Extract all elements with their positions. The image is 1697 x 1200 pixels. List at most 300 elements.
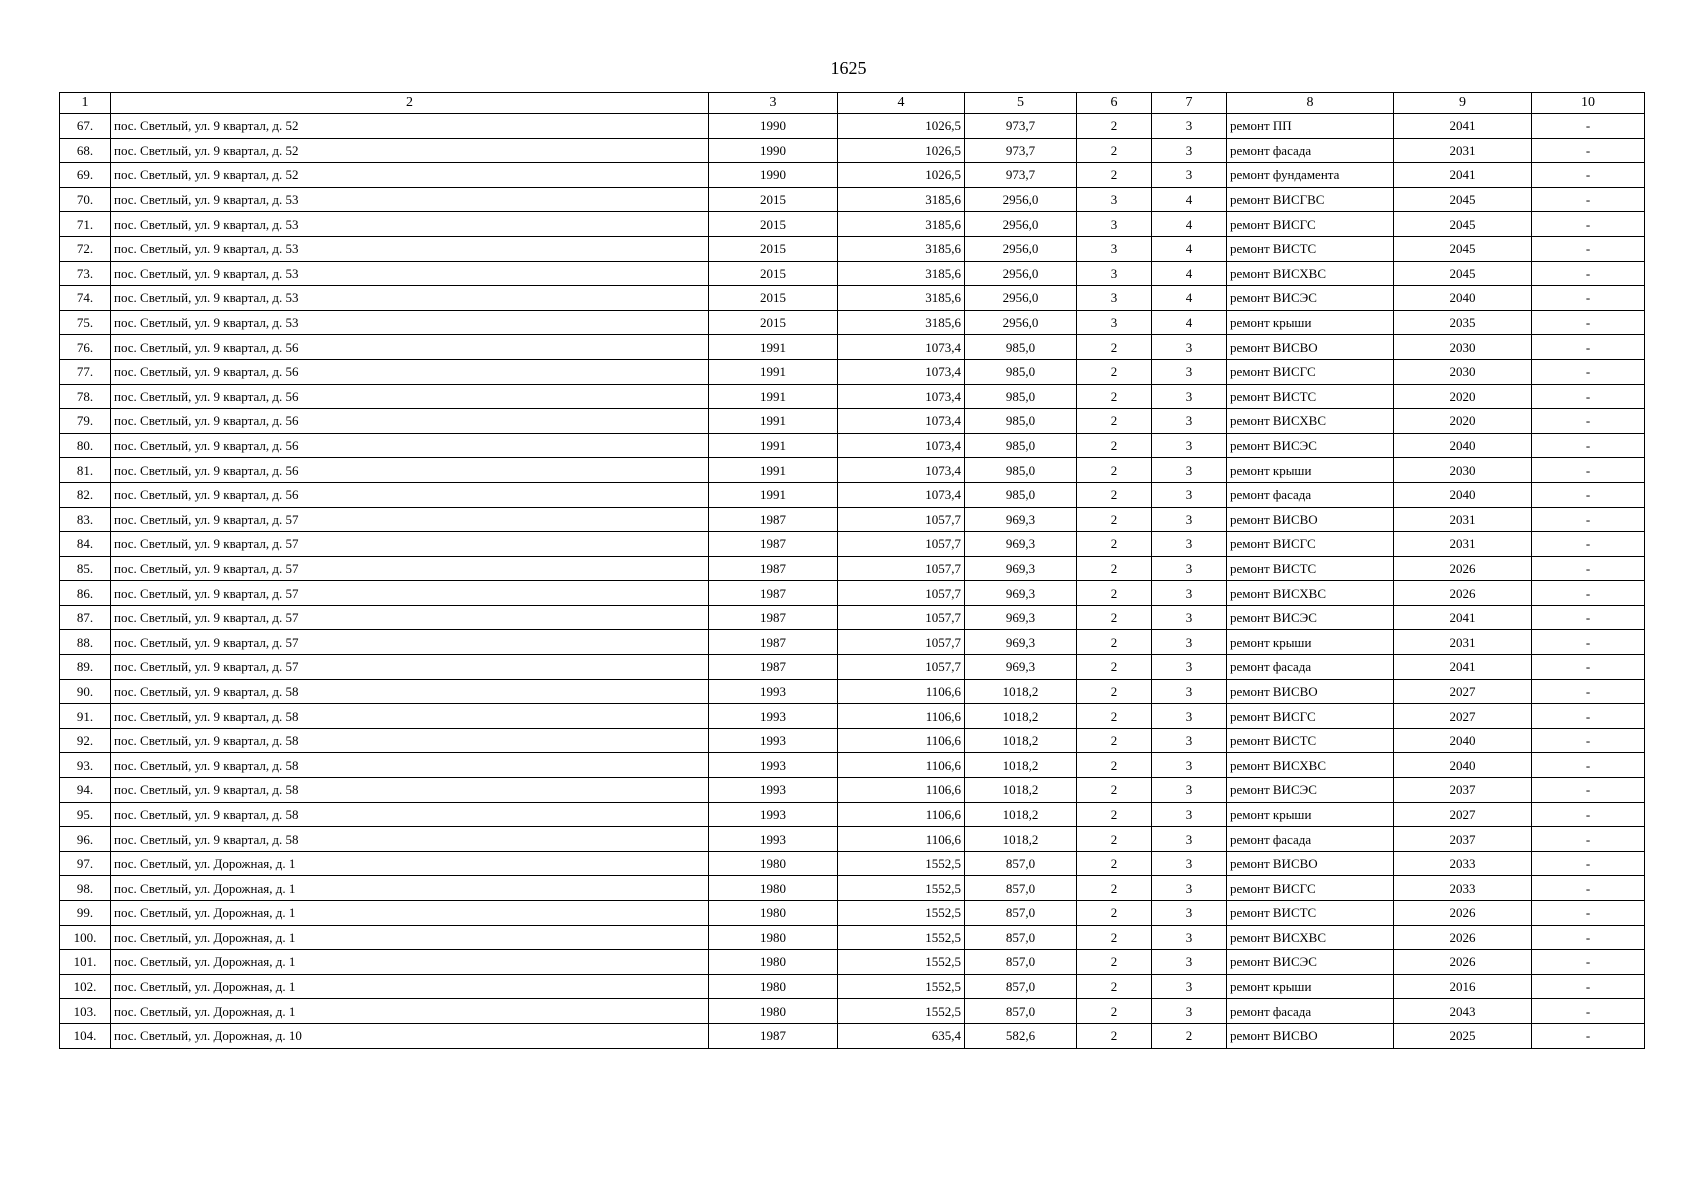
living-area-cell: 1018,2 (965, 728, 1077, 753)
note-cell: - (1532, 950, 1645, 975)
repair-type-cell: ремонт ВИСВО (1227, 851, 1394, 876)
row-number-cell: 71. (60, 212, 111, 237)
note-cell: - (1532, 482, 1645, 507)
planned-year-cell: 2043 (1394, 999, 1532, 1024)
address-cell: пос. Светлый, ул. Дорожная, д. 10 (111, 1023, 709, 1048)
row-number-cell: 92. (60, 728, 111, 753)
living-area-cell: 857,0 (965, 974, 1077, 999)
table-row (60, 236, 1645, 261)
build-year-cell: 1993 (709, 728, 838, 753)
repair-type-cell: ремонт ВИСЭС (1227, 950, 1394, 975)
repair-type-cell: ремонт ПП (1227, 114, 1394, 139)
entrances-cell: 2 (1077, 532, 1152, 557)
entrances-cell: 2 (1077, 507, 1152, 532)
table-row (60, 261, 1645, 286)
build-year-cell: 1987 (709, 507, 838, 532)
living-area-cell: 969,3 (965, 605, 1077, 630)
note-cell: - (1532, 704, 1645, 729)
total-area-cell: 3185,6 (838, 187, 965, 212)
entrances-cell: 2 (1077, 704, 1152, 729)
entrances-cell: 3 (1077, 187, 1152, 212)
table-row (60, 581, 1645, 606)
total-area-cell: 635,4 (838, 1023, 965, 1048)
repair-type-cell: ремонт ВИСГС (1227, 704, 1394, 729)
table-row (60, 212, 1645, 237)
entrances-cell: 2 (1077, 778, 1152, 803)
total-area-cell: 1073,4 (838, 335, 965, 360)
note-cell: - (1532, 581, 1645, 606)
living-area-cell: 1018,2 (965, 827, 1077, 852)
entrances-cell: 3 (1077, 236, 1152, 261)
living-area-cell: 985,0 (965, 482, 1077, 507)
row-number-cell: 70. (60, 187, 111, 212)
total-area-cell: 1057,7 (838, 556, 965, 581)
planned-year-cell: 2026 (1394, 581, 1532, 606)
repair-type-cell: ремонт крыши (1227, 310, 1394, 335)
repair-type-cell: ремонт ВИСХВС (1227, 753, 1394, 778)
column-number-9: 9 (1394, 93, 1532, 114)
address-cell: пос. Светлый, ул. Дорожная, д. 1 (111, 925, 709, 950)
total-area-cell: 1057,7 (838, 581, 965, 606)
entrances-cell: 2 (1077, 974, 1152, 999)
address-cell: пос. Светлый, ул. 9 квартал, д. 53 (111, 212, 709, 237)
repair-type-cell: ремонт ВИСТС (1227, 901, 1394, 926)
planned-year-cell: 2045 (1394, 212, 1532, 237)
column-number-6: 6 (1077, 93, 1152, 114)
note-cell: - (1532, 114, 1645, 139)
build-year-cell: 1990 (709, 114, 838, 139)
entrances-cell: 2 (1077, 581, 1152, 606)
living-area-cell: 1018,2 (965, 679, 1077, 704)
floors-cell: 4 (1152, 236, 1227, 261)
entrances-cell: 2 (1077, 163, 1152, 188)
floors-cell: 3 (1152, 876, 1227, 901)
planned-year-cell: 2031 (1394, 630, 1532, 655)
address-cell: пос. Светлый, ул. 9 квартал, д. 56 (111, 359, 709, 384)
row-number-cell: 82. (60, 482, 111, 507)
row-number-cell: 72. (60, 236, 111, 261)
repair-type-cell: ремонт ВИСТС (1227, 728, 1394, 753)
note-cell: - (1532, 778, 1645, 803)
living-area-cell: 973,7 (965, 163, 1077, 188)
address-cell: пос. Светлый, ул. 9 квартал, д. 57 (111, 655, 709, 680)
row-number-cell: 88. (60, 630, 111, 655)
planned-year-cell: 2027 (1394, 679, 1532, 704)
build-year-cell: 1987 (709, 556, 838, 581)
entrances-cell: 2 (1077, 1023, 1152, 1048)
living-area-cell: 857,0 (965, 950, 1077, 975)
total-area-cell: 1106,6 (838, 728, 965, 753)
entrances-cell: 2 (1077, 950, 1152, 975)
floors-cell: 3 (1152, 581, 1227, 606)
row-number-cell: 79. (60, 409, 111, 434)
planned-year-cell: 2026 (1394, 901, 1532, 926)
build-year-cell: 1993 (709, 704, 838, 729)
floors-cell: 4 (1152, 310, 1227, 335)
build-year-cell: 2015 (709, 187, 838, 212)
note-cell: - (1532, 999, 1645, 1024)
repair-type-cell: ремонт крыши (1227, 630, 1394, 655)
total-area-cell: 1106,6 (838, 778, 965, 803)
repair-type-cell: ремонт крыши (1227, 802, 1394, 827)
entrances-cell: 2 (1077, 802, 1152, 827)
address-cell: пос. Светлый, ул. 9 квартал, д. 56 (111, 409, 709, 434)
address-cell: пос. Светлый, ул. 9 квартал, д. 58 (111, 802, 709, 827)
repair-type-cell: ремонт ВИСЭС (1227, 778, 1394, 803)
entrances-cell: 2 (1077, 335, 1152, 360)
floors-cell: 3 (1152, 458, 1227, 483)
address-cell: пос. Светлый, ул. 9 квартал, д. 56 (111, 433, 709, 458)
note-cell: - (1532, 827, 1645, 852)
repair-type-cell: ремонт фасада (1227, 655, 1394, 680)
build-year-cell: 1991 (709, 458, 838, 483)
floors-cell: 3 (1152, 384, 1227, 409)
living-area-cell: 857,0 (965, 851, 1077, 876)
row-number-cell: 101. (60, 950, 111, 975)
entrances-cell: 2 (1077, 827, 1152, 852)
repair-type-cell: ремонт ВИСЭС (1227, 286, 1394, 311)
table-row (60, 753, 1645, 778)
address-cell: пос. Светлый, ул. 9 квартал, д. 58 (111, 679, 709, 704)
table-row (60, 802, 1645, 827)
row-number-cell: 91. (60, 704, 111, 729)
note-cell: - (1532, 163, 1645, 188)
address-cell: пос. Светлый, ул. 9 квартал, д. 57 (111, 556, 709, 581)
build-year-cell: 1993 (709, 802, 838, 827)
column-number-10: 10 (1532, 93, 1645, 114)
floors-cell: 3 (1152, 974, 1227, 999)
living-area-cell: 985,0 (965, 433, 1077, 458)
note-cell: - (1532, 974, 1645, 999)
entrances-cell: 2 (1077, 359, 1152, 384)
table-row (60, 999, 1645, 1024)
entrances-cell: 2 (1077, 482, 1152, 507)
repair-type-cell: ремонт ВИСЭС (1227, 605, 1394, 630)
note-cell: - (1532, 802, 1645, 827)
entrances-cell: 3 (1077, 310, 1152, 335)
table-row (60, 335, 1645, 360)
table-row (60, 851, 1645, 876)
table-row (60, 679, 1645, 704)
note-cell: - (1532, 359, 1645, 384)
living-area-cell: 985,0 (965, 409, 1077, 434)
build-year-cell: 1987 (709, 655, 838, 680)
living-area-cell: 985,0 (965, 458, 1077, 483)
repair-type-cell: ремонт ВИСГВС (1227, 187, 1394, 212)
planned-year-cell: 2045 (1394, 261, 1532, 286)
total-area-cell: 1057,7 (838, 532, 965, 557)
total-area-cell: 1106,6 (838, 802, 965, 827)
build-year-cell: 1980 (709, 974, 838, 999)
row-number-cell: 77. (60, 359, 111, 384)
address-cell: пос. Светлый, ул. 9 квартал, д. 53 (111, 286, 709, 311)
planned-year-cell: 2040 (1394, 482, 1532, 507)
table-row (60, 728, 1645, 753)
repair-type-cell: ремонт фасада (1227, 827, 1394, 852)
table-row (60, 605, 1645, 630)
build-year-cell: 2015 (709, 236, 838, 261)
floors-cell: 2 (1152, 1023, 1227, 1048)
build-year-cell: 1991 (709, 482, 838, 507)
total-area-cell: 1552,5 (838, 901, 965, 926)
row-number-cell: 81. (60, 458, 111, 483)
floors-cell: 3 (1152, 482, 1227, 507)
planned-year-cell: 2045 (1394, 236, 1532, 261)
repair-type-cell: ремонт фундамента (1227, 163, 1394, 188)
floors-cell: 4 (1152, 187, 1227, 212)
entrances-cell: 2 (1077, 605, 1152, 630)
note-cell: - (1532, 261, 1645, 286)
floors-cell: 4 (1152, 261, 1227, 286)
planned-year-cell: 2033 (1394, 851, 1532, 876)
planned-year-cell: 2031 (1394, 138, 1532, 163)
note-cell: - (1532, 728, 1645, 753)
total-area-cell: 1026,5 (838, 114, 965, 139)
build-year-cell: 1993 (709, 753, 838, 778)
planned-year-cell: 2033 (1394, 876, 1532, 901)
living-area-cell: 857,0 (965, 901, 1077, 926)
living-area-cell: 2956,0 (965, 286, 1077, 311)
address-cell: пос. Светлый, ул. 9 квартал, д. 53 (111, 310, 709, 335)
total-area-cell: 1026,5 (838, 163, 965, 188)
build-year-cell: 1980 (709, 851, 838, 876)
table-row (60, 359, 1645, 384)
row-number-cell: 83. (60, 507, 111, 532)
address-cell: пос. Светлый, ул. 9 квартал, д. 57 (111, 605, 709, 630)
floors-cell: 3 (1152, 556, 1227, 581)
table-row (60, 384, 1645, 409)
entrances-cell: 2 (1077, 384, 1152, 409)
living-area-cell: 857,0 (965, 876, 1077, 901)
planned-year-cell: 2026 (1394, 556, 1532, 581)
entrances-cell: 2 (1077, 851, 1152, 876)
total-area-cell: 1073,4 (838, 359, 965, 384)
build-year-cell: 1990 (709, 138, 838, 163)
row-number-cell: 103. (60, 999, 111, 1024)
entrances-cell: 2 (1077, 999, 1152, 1024)
floors-cell: 3 (1152, 335, 1227, 360)
row-number-cell: 84. (60, 532, 111, 557)
row-number-cell: 75. (60, 310, 111, 335)
build-year-cell: 1993 (709, 679, 838, 704)
build-year-cell: 2015 (709, 261, 838, 286)
note-cell: - (1532, 605, 1645, 630)
table-row (60, 433, 1645, 458)
build-year-cell: 1991 (709, 359, 838, 384)
planned-year-cell: 2020 (1394, 384, 1532, 409)
living-area-cell: 985,0 (965, 384, 1077, 409)
entrances-cell: 2 (1077, 630, 1152, 655)
build-year-cell: 1991 (709, 433, 838, 458)
build-year-cell: 1980 (709, 901, 838, 926)
floors-cell: 3 (1152, 704, 1227, 729)
living-area-cell: 969,3 (965, 507, 1077, 532)
floors-cell: 3 (1152, 999, 1227, 1024)
row-number-cell: 74. (60, 286, 111, 311)
total-area-cell: 1552,5 (838, 925, 965, 950)
note-cell: - (1532, 458, 1645, 483)
entrances-cell: 2 (1077, 458, 1152, 483)
address-cell: пос. Светлый, ул. Дорожная, д. 1 (111, 851, 709, 876)
repair-type-cell: ремонт ВИСВО (1227, 335, 1394, 360)
total-area-cell: 3185,6 (838, 212, 965, 237)
repair-type-cell: ремонт ВИСВО (1227, 679, 1394, 704)
row-number-cell: 85. (60, 556, 111, 581)
floors-cell: 4 (1152, 286, 1227, 311)
table-row (60, 655, 1645, 680)
table-row (60, 704, 1645, 729)
address-cell: пос. Светлый, ул. 9 квартал, д. 58 (111, 778, 709, 803)
build-year-cell: 1987 (709, 630, 838, 655)
row-number-cell: 78. (60, 384, 111, 409)
floors-cell: 3 (1152, 532, 1227, 557)
table-row (60, 163, 1645, 188)
table-row (60, 925, 1645, 950)
table-row (60, 409, 1645, 434)
row-number-cell: 98. (60, 876, 111, 901)
living-area-cell: 985,0 (965, 359, 1077, 384)
build-year-cell: 2015 (709, 310, 838, 335)
address-cell: пос. Светлый, ул. 9 квартал, д. 58 (111, 827, 709, 852)
total-area-cell: 1106,6 (838, 704, 965, 729)
address-cell: пос. Светлый, ул. Дорожная, д. 1 (111, 999, 709, 1024)
address-cell: пос. Светлый, ул. 9 квартал, д. 52 (111, 138, 709, 163)
entrances-cell: 2 (1077, 901, 1152, 926)
column-number-3: 3 (709, 93, 838, 114)
planned-year-cell: 2041 (1394, 163, 1532, 188)
living-area-cell: 1018,2 (965, 753, 1077, 778)
row-number-cell: 99. (60, 901, 111, 926)
row-number-cell: 68. (60, 138, 111, 163)
entrances-cell: 2 (1077, 655, 1152, 680)
table-row (60, 827, 1645, 852)
planned-year-cell: 2030 (1394, 458, 1532, 483)
total-area-cell: 1057,7 (838, 507, 965, 532)
living-area-cell: 2956,0 (965, 187, 1077, 212)
row-number-cell: 94. (60, 778, 111, 803)
note-cell: - (1532, 655, 1645, 680)
address-cell: пос. Светлый, ул. 9 квартал, д. 56 (111, 384, 709, 409)
living-area-cell: 857,0 (965, 925, 1077, 950)
planned-year-cell: 2027 (1394, 802, 1532, 827)
table-row (60, 482, 1645, 507)
build-year-cell: 1991 (709, 335, 838, 360)
note-cell: - (1532, 679, 1645, 704)
planned-year-cell: 2030 (1394, 359, 1532, 384)
row-number-cell: 89. (60, 655, 111, 680)
total-area-cell: 1073,4 (838, 458, 965, 483)
note-cell: - (1532, 556, 1645, 581)
address-cell: пос. Светлый, ул. 9 квартал, д. 53 (111, 236, 709, 261)
row-number-cell: 69. (60, 163, 111, 188)
living-area-cell: 969,3 (965, 532, 1077, 557)
address-cell: пос. Светлый, ул. 9 квартал, д. 58 (111, 728, 709, 753)
planned-year-cell: 2041 (1394, 605, 1532, 630)
floors-cell: 3 (1152, 778, 1227, 803)
table-body (60, 114, 1645, 1049)
row-number-cell: 67. (60, 114, 111, 139)
table-row (60, 974, 1645, 999)
row-number-cell: 80. (60, 433, 111, 458)
table-row (60, 532, 1645, 557)
floors-cell: 3 (1152, 753, 1227, 778)
planned-year-cell: 2025 (1394, 1023, 1532, 1048)
repair-type-cell: ремонт ВИСГС (1227, 532, 1394, 557)
table-row (60, 286, 1645, 311)
floors-cell: 3 (1152, 138, 1227, 163)
repair-type-cell: ремонт ВИСГС (1227, 876, 1394, 901)
address-cell: пос. Светлый, ул. 9 квартал, д. 57 (111, 630, 709, 655)
floors-cell: 3 (1152, 679, 1227, 704)
note-cell: - (1532, 433, 1645, 458)
total-area-cell: 1026,5 (838, 138, 965, 163)
note-cell: - (1532, 507, 1645, 532)
address-cell: пос. Светлый, ул. Дорожная, д. 1 (111, 974, 709, 999)
address-cell: пос. Светлый, ул. Дорожная, д. 1 (111, 901, 709, 926)
total-area-cell: 1106,6 (838, 827, 965, 852)
repair-type-cell: ремонт крыши (1227, 458, 1394, 483)
repair-type-cell: ремонт ВИСЭС (1227, 433, 1394, 458)
repair-type-cell: ремонт ВИСВО (1227, 1023, 1394, 1048)
entrances-cell: 2 (1077, 728, 1152, 753)
row-number-cell: 104. (60, 1023, 111, 1048)
total-area-cell: 1057,7 (838, 655, 965, 680)
table-row (60, 507, 1645, 532)
column-number-2: 2 (111, 93, 709, 114)
table-row (60, 778, 1645, 803)
row-number-cell: 93. (60, 753, 111, 778)
build-year-cell: 1991 (709, 409, 838, 434)
living-area-cell: 582,6 (965, 1023, 1077, 1048)
note-cell: - (1532, 753, 1645, 778)
planned-year-cell: 2037 (1394, 778, 1532, 803)
table-row (60, 630, 1645, 655)
planned-year-cell: 2041 (1394, 655, 1532, 680)
build-year-cell: 1980 (709, 950, 838, 975)
column-number-7: 7 (1152, 93, 1227, 114)
total-area-cell: 1552,5 (838, 851, 965, 876)
table-row (60, 950, 1645, 975)
repair-schedule-table (59, 92, 1645, 1049)
note-cell: - (1532, 901, 1645, 926)
note-cell: - (1532, 212, 1645, 237)
address-cell: пос. Светлый, ул. 9 квартал, д. 57 (111, 507, 709, 532)
total-area-cell: 1552,5 (838, 974, 965, 999)
entrances-cell: 2 (1077, 876, 1152, 901)
total-area-cell: 1073,4 (838, 482, 965, 507)
note-cell: - (1532, 236, 1645, 261)
planned-year-cell: 2040 (1394, 728, 1532, 753)
floors-cell: 4 (1152, 212, 1227, 237)
note-cell: - (1532, 630, 1645, 655)
repair-type-cell: ремонт ВИСГС (1227, 212, 1394, 237)
build-year-cell: 1991 (709, 384, 838, 409)
total-area-cell: 1073,4 (838, 433, 965, 458)
repair-type-cell: ремонт крыши (1227, 974, 1394, 999)
planned-year-cell: 2026 (1394, 950, 1532, 975)
row-number-cell: 86. (60, 581, 111, 606)
note-cell: - (1532, 851, 1645, 876)
build-year-cell: 1980 (709, 999, 838, 1024)
living-area-cell: 2956,0 (965, 310, 1077, 335)
note-cell: - (1532, 384, 1645, 409)
row-number-cell: 73. (60, 261, 111, 286)
address-cell: пос. Светлый, ул. 9 квартал, д. 53 (111, 187, 709, 212)
build-year-cell: 1987 (709, 1023, 838, 1048)
table-row (60, 556, 1645, 581)
total-area-cell: 1552,5 (838, 999, 965, 1024)
planned-year-cell: 2045 (1394, 187, 1532, 212)
